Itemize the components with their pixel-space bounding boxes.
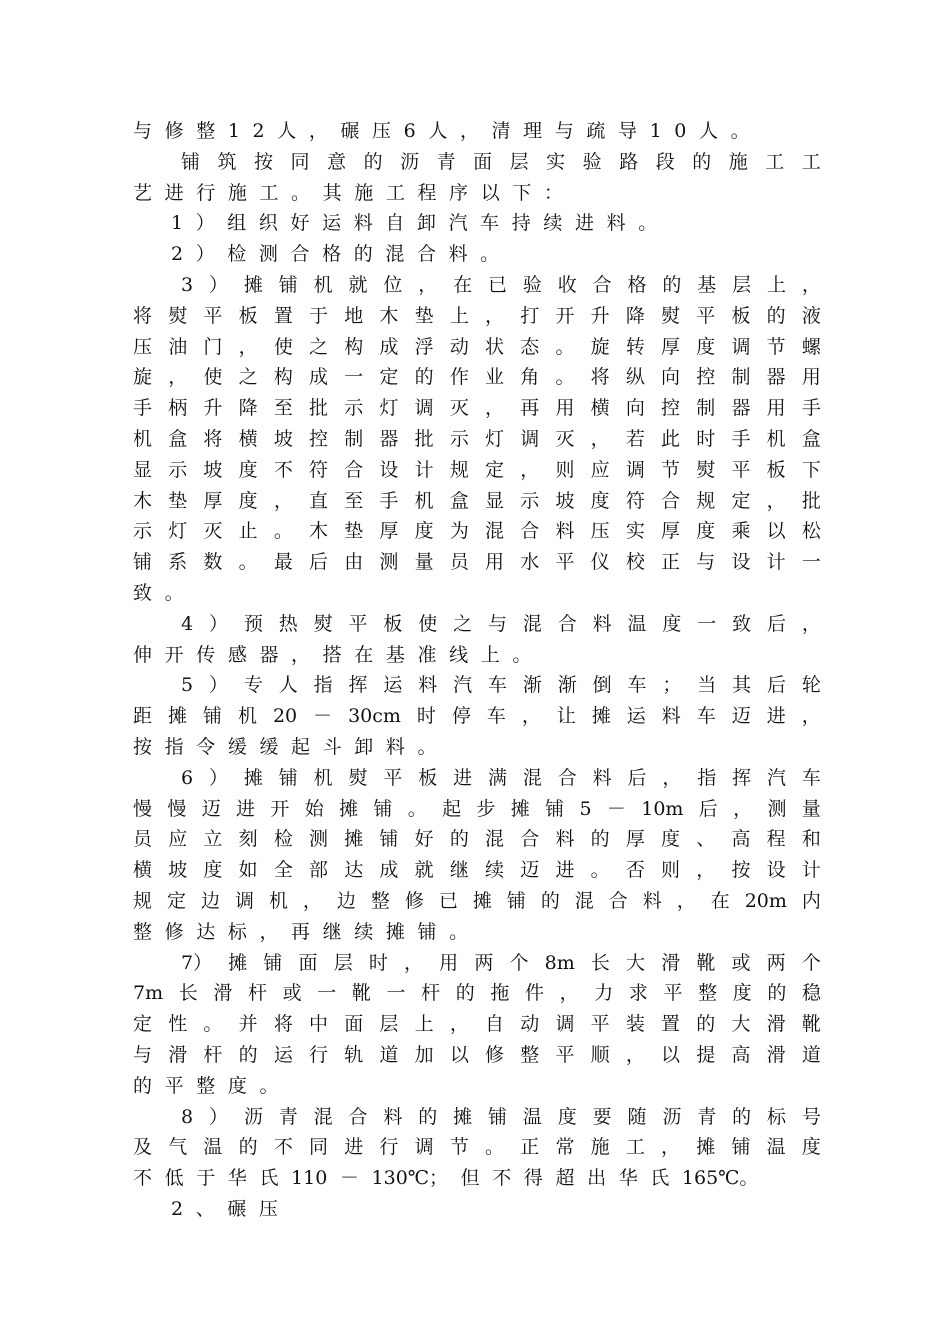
text-line: 2 ） 检 测 合 格 的 混 合 料 。: [171, 243, 500, 266]
text-line: 3 ） 摊 铺 机 就 位 ， 在 已 验 收 合 格 的 基 层 上 ，: [181, 273, 821, 296]
text-line: 手 柄 升 降 至 批 示 灯 调 灭 ， 再 用 横 向 控 制 器 用 手: [133, 397, 821, 420]
text-line: 按 指 令 缓 缓 起 斗 卸 料 。: [133, 735, 437, 758]
text-line: 慢 慢 迈 进 开 始 摊 铺 。 起 步 摊 铺 5 － 10m 后 ， 测 量: [133, 797, 821, 820]
text-line: 横 坡 度 如 全 部 达 成 就 继 续 迈 进 。 否 则 ， 按 设 计: [133, 859, 821, 882]
text-line: 2 、 碾 压: [171, 1197, 278, 1220]
document-body: [133, 116, 821, 1225]
text-line: 伸 开 传 感 器 ， 搭 在 基 准 线 上 。: [133, 643, 532, 666]
text-line: 旋 ， 使 之 构 成 一 定 的 作 业 角 。 将 纵 向 控 制 器 用: [133, 366, 821, 389]
text-line: 将 熨 平 板 置 于 地 木 垫 上 ， 打 开 升 降 熨 平 板 的 液: [133, 304, 821, 327]
text-line: 规 定 边 调 机 ， 边 整 修 已 摊 铺 的 混 合 料 ， 在 20m 内: [133, 889, 821, 912]
text-line: 6 ） 摊 铺 机 熨 平 板 进 满 混 合 料 后 ， 指 挥 汽 车: [181, 766, 821, 789]
text-line: 艺 进 行 施 工 。 其 施 工 程 序 以 下 ：: [133, 181, 563, 204]
text-line: 铺 筑 按 同 意 的 沥 青 面 层 实 验 路 段 的 施 工 工: [181, 150, 821, 173]
text-line: 定 性 。 并 将 中 面 层 上 ， 自 动 调 平 装 置 的 大 滑 靴: [133, 1013, 821, 1036]
text-line: 铺 系 数 。 最 后 由 测 量 员 用 水 平 仪 校 正 与 设 计 一: [133, 551, 821, 574]
text-line: 4 ） 预 热 熨 平 板 使 之 与 混 合 料 温 度 一 致 后 ，: [181, 612, 821, 635]
text-line: 显 示 坡 度 不 符 合 设 计 规 定 ， 则 应 调 节 熨 平 板 下: [133, 458, 821, 481]
text-line: 及 气 温 的 不 同 进 行 调 节 。 正 常 施 工 ， 摊 铺 温 度: [133, 1136, 821, 1159]
text-line: 压 油 门 ， 使 之 构 成 浮 动 状 态 。 旋 转 厚 度 调 节 螺: [133, 335, 821, 358]
text-line: 8 ） 沥 青 混 合 料 的 摊 铺 温 度 要 随 沥 青 的 标 号: [181, 1105, 821, 1128]
text-line: 员 应 立 刻 检 测 摊 铺 好 的 混 合 料 的 厚 度 、 高 程 和: [133, 828, 821, 851]
text-line: 木 垫 厚 度 ， 直 至 手 机 盒 显 示 坡 度 符 合 规 定 ， 批: [133, 489, 821, 512]
text-line: 1 ） 组 织 好 运 料 自 卸 汽 车 持 续 进 料 。: [171, 212, 658, 235]
text-line: 的 平 整 度 。: [133, 1074, 279, 1097]
text-line: 不 低 于 华 氏 110 － 130℃； 但 不 得 超 出 华 氏 165℃。: [133, 1167, 759, 1190]
text-line: 7） 摊 铺 面 层 时 ， 用 两 个 8m 长 大 滑 靴 或 两 个: [181, 951, 821, 974]
text-line: 与 修 整 1 2 人 ， 碾 压 6 人 ， 清 理 与 疏 导 1 0 人 。: [133, 120, 750, 142]
text-line: 示 灯 灭 止 。 木 垫 厚 度 为 混 合 料 压 实 厚 度 乘 以 松: [133, 520, 821, 543]
text-line: 整 修 达 标 ， 再 继 续 摊 铺 。: [133, 920, 469, 943]
text-line: 与 滑 杆 的 运 行 轨 道 加 以 修 整 平 顺 ， 以 提 高 滑 道: [133, 1043, 821, 1066]
text-line: 致 。: [133, 581, 184, 604]
text-line: 机 盒 将 横 坡 控 制 器 批 示 灯 调 灭 ， 若 此 时 手 机 盒: [133, 427, 821, 450]
text-line: 5 ） 专 人 指 挥 运 料 汽 车 渐 渐 倒 车 ； 当 其 后 轮: [181, 674, 821, 697]
text-line: 7m 长 滑 杆 或 一 靴 一 杆 的 拖 件 ， 力 求 平 整 度 的 稳: [133, 982, 821, 1005]
text-line: 距 摊 铺 机 20 － 30cm 时 停 车 ， 让 摊 运 料 车 迈 进 ，: [133, 705, 821, 728]
